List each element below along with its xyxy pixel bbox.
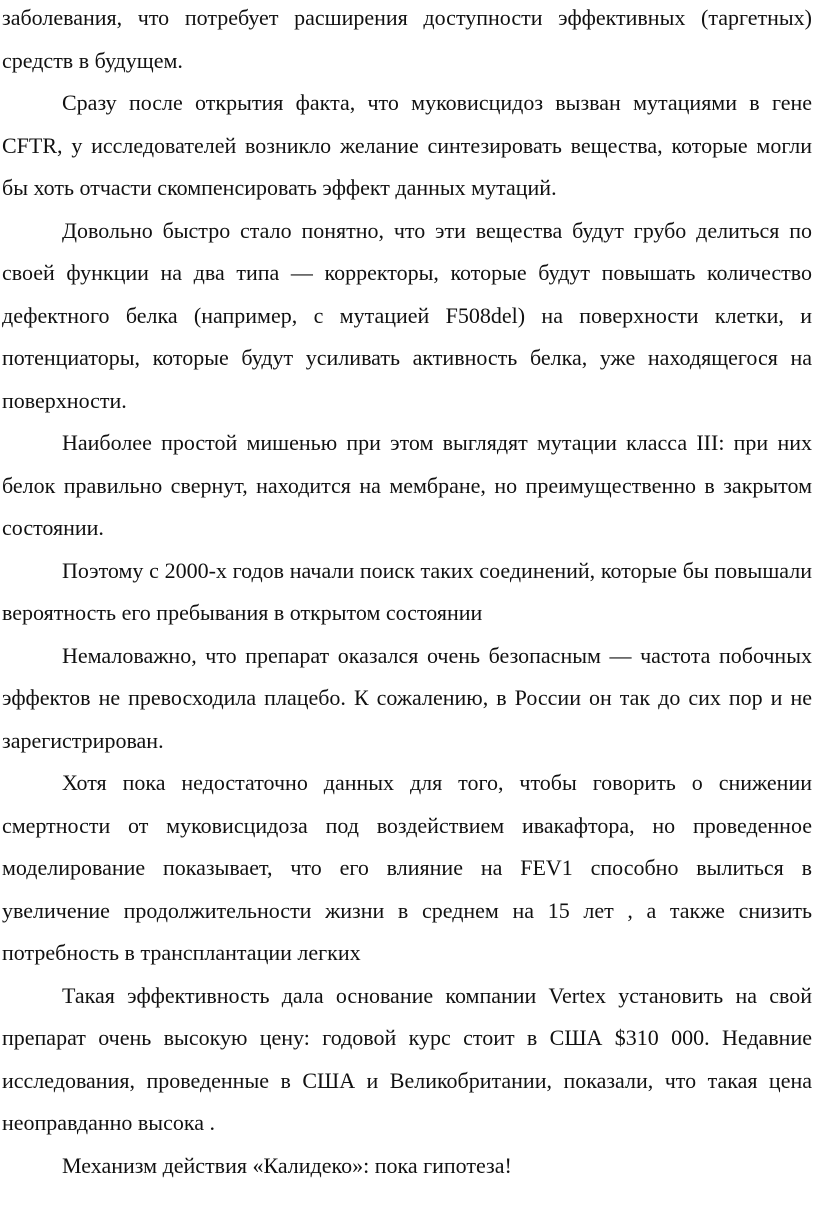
paragraph-safety: Немаловажно, что препарат оказался очень безопасным — частота побочных эффектов не превосходила плацебо. К сожалению, в России он так до сих пор и не зарегистрирован. [2,642,812,753]
paragraph-search-since-2000: Поэтому с 2000-х годов начали поиск таких соединений, которые бы повышали вероятность его пребывания в открытом состоянии [2,557,812,625]
paragraph-continuation: заболевания, что потребует расширения доступности эффективных (таргетных) средств в будущем. [2,5,812,73]
paragraph-mortality-modeling: Хотя пока недостаточно данных для того, чтобы говорить о снижении смертности от муковисцидоза под воздействием ивакафтора, но проведенное моделирование показывает, что его влияние на FEV1 способно вылиться в увеличение продолжительности жизни в среднем на 15 лет , а также снизить потребность в трансплантации легких [2,770,812,965]
paragraph-class-iii-mutations: Наиболее простой мишенью при этом выглядят мутации класса III: при них белок правильно свернут, находится на мембране, но преимущественно в закрытом состоянии. [2,430,812,540]
paragraph-vertex-price: Такая эффективность дала основание компании Vertex установить на свой препарат очень высокую цену: годовой курс стоит в США $310 000. Недавние исследования, проведенные в США и Великобритании, показали, что такая цена неоправданно высока . [2,982,812,1135]
document-body [2,0,812,1187]
paragraph-mechanism-heading: Механизм действия «Калидеко»: пока гипотеза! [62,1152,512,1178]
paragraph-correctors-potentiators: Довольно быстро стало понятно, что эти вещества будут грубо делиться по своей функции на два типа — корректоры, которые будут повышать количество дефектного белка (например, с мутацией F508del) на поверхности клетки, и потенциаторы, которые будут усиливать активность белка, уже находящегося на поверхности. [2,217,812,413]
paragraph-cftr-discovery: Сразу после открытия факта, что муковисцидоз вызван мутациями в гене CFTR, у исследователей возникло желание синтезировать вещества, которые могли бы хоть отчасти скомпенсировать эффект данных мутаций. [2,90,812,200]
